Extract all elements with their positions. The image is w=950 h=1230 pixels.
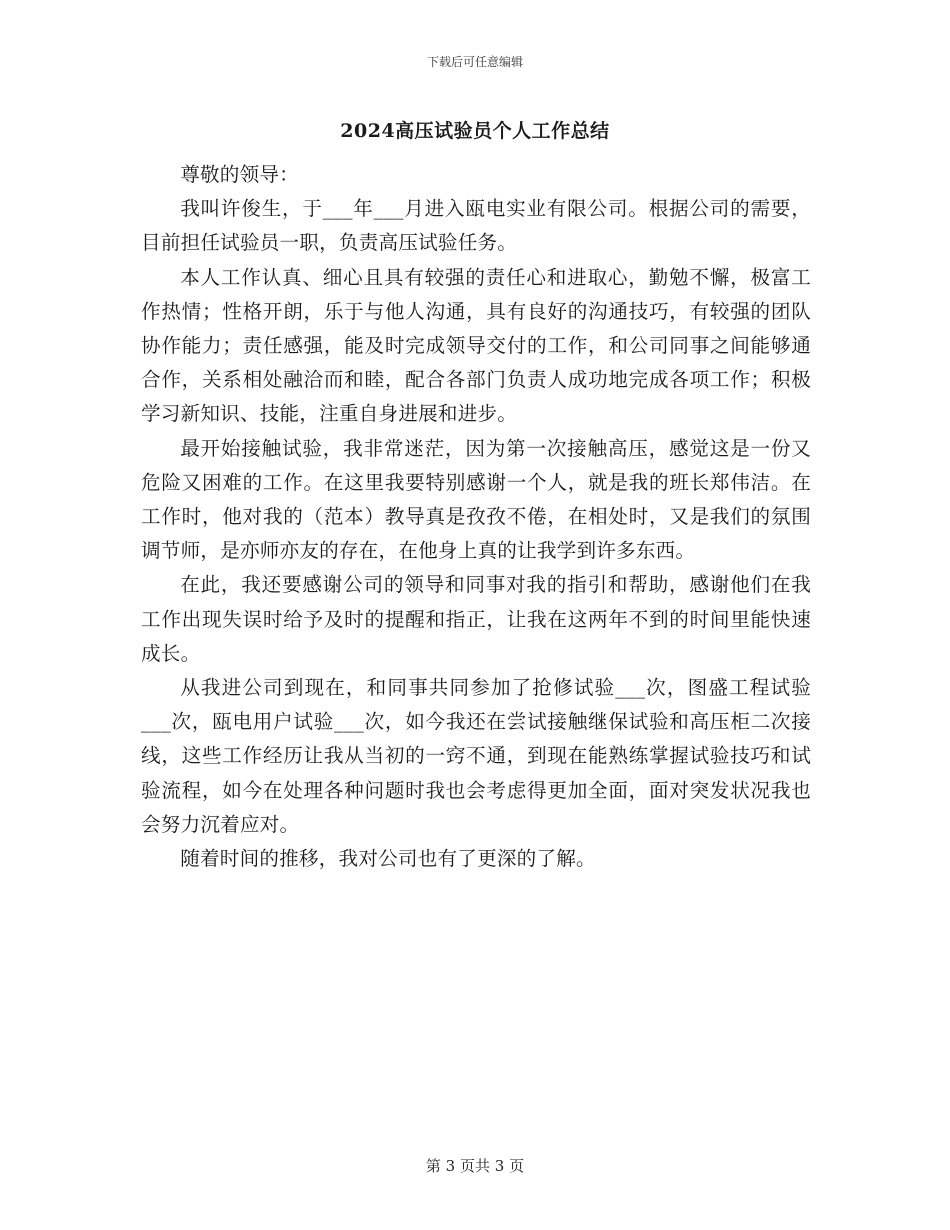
paragraph-intro: 我叫许俊生，于___年___月进入瓯电实业有限公司。根据公司的需要，目前担任试验员一职，负责高压试验任务。 [141,197,811,255]
paragraph-qualities: 本人工作认真、细心且具有较强的责任心和进取心，勤勉不懈，极富工作热情；性格开朗，乐于与他人沟通，具有良好的沟通技巧，有较强的团队协作能力；责任感强，能及时完成领导交付的工作，和公司同事之间能够通合作，关系相处融洽而和睦，配合各部门负责人成功地完成各项工作；积极学习新知识、技能，注重自身进展和进步。 [141,265,811,426]
salutation: 尊敬的领导： [180,163,299,186]
header-note: 下载后可任意编辑 [426,55,523,69]
paragraph-mentor: 最开始接触试验，我非常迷茫，因为第一次接触高压，感觉这是一份又危险又困难的工作。在这里我要特别感谢一个人，就是我的班长郑伟洁。在工作时，他对我的（范本）教导真是孜孜不倦，在相处时，又是我们的氛围调节师，是亦师亦友的存在，在他身上真的让我学到许多东西。 [141,436,811,563]
paragraph-experience: 从我进公司到现在，和同事共同参加了抢修试验___次，图盛工程试验___次，瓯电用户试验___次，如今我还在尝试接触继保试验和高压柜二次接线，这些工作经历让我从当初的一窍不通，到现在能熟练掌握试验技巧和试验流程，如今在处理各种问题时我也会考虑得更加全面，面对突发状况我也会努力沉着应对。 [141,676,811,836]
document-body [141,158,811,876]
document-title: 2024高压试验员个人工作总结 [340,120,610,142]
paragraph-thanks: 在此，我还要感谢公司的领导和同事对我的指引和帮助，感谢他们在我工作出现失误时给予及时的提醒和指正，让我在这两年不到的时间里能快速成长。 [141,573,811,665]
page-number-footer: 第 3 页共 3 页 [425,1157,525,1175]
paragraph-closing: 随着时间的推移，我对公司也有了更深的了解。 [180,847,596,871]
